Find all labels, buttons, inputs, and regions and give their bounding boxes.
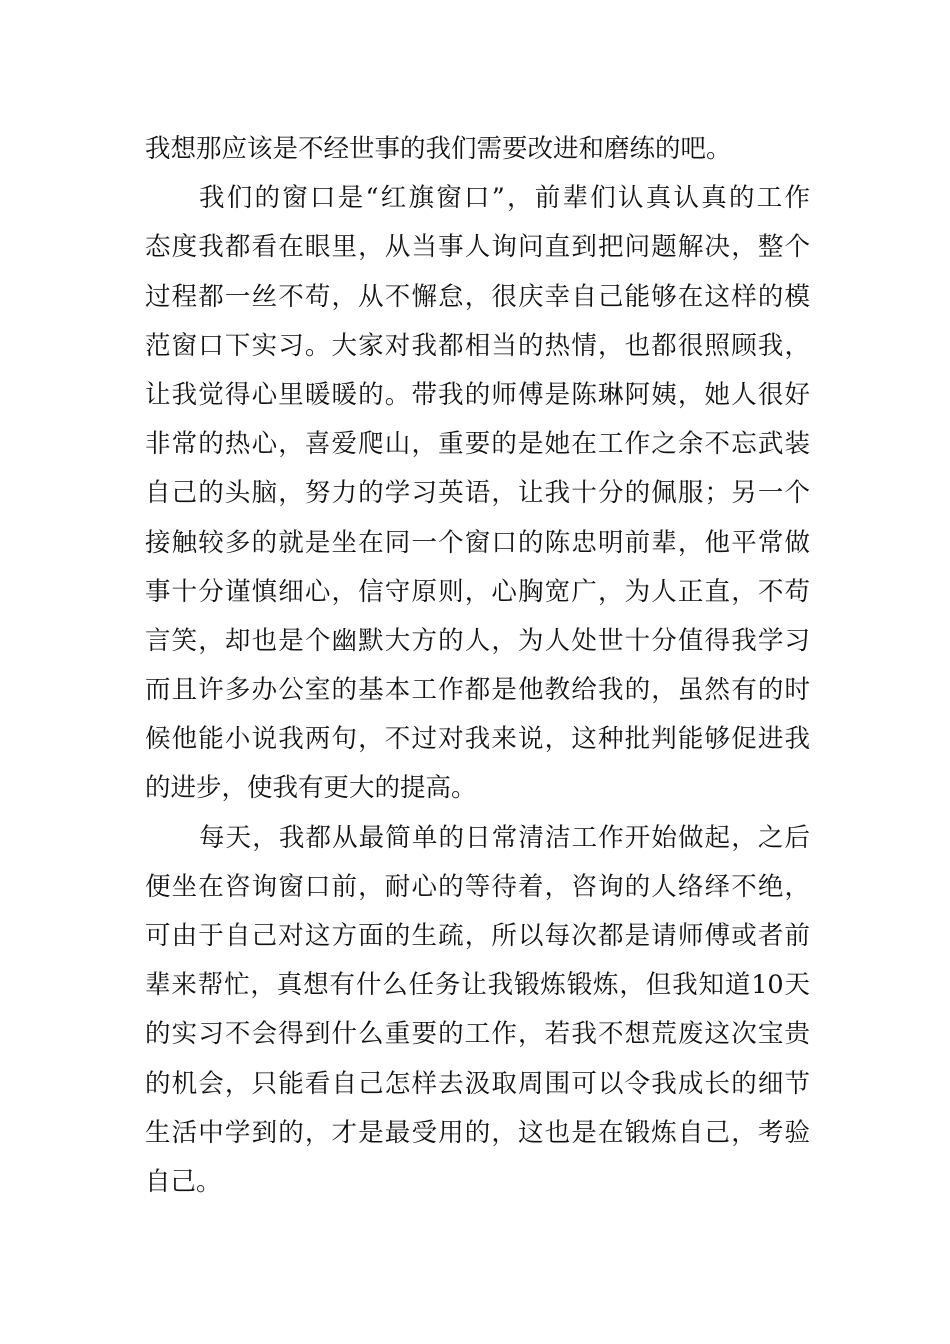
text-line: 自己。 xyxy=(145,1166,222,1197)
text-line: 事十分谨慎细心，信守原则，心胸宽广，为人正直，不苟 xyxy=(145,576,810,607)
text-line: 范窗口下实习。大家对我都相当的热情，也都很照顾我， xyxy=(145,330,810,361)
text-line: 生活中学到的，才是最受用的，这也是在锻炼自己，考验 xyxy=(145,1117,810,1148)
text-line: 而且许多办公室的基本工作都是他教给我的，虽然有的时 xyxy=(145,675,810,706)
paragraph xyxy=(145,814,810,1208)
text-line: 便坐在咨询窗口前，耐心的等待着，咨询的人络绎不绝， xyxy=(145,871,810,902)
text-line: 的实习不会得到什么重要的工作，若我不想荒废这次宝贵 xyxy=(145,1019,810,1050)
text-line: 过程都一丝不苟，从不懈怠，很庆幸自己能够在这样的模 xyxy=(145,281,810,312)
body-text xyxy=(145,125,810,1207)
text-line: 可由于自己对这方面的生疏，所以每次都是请师傅或者前 xyxy=(145,921,810,951)
paragraph xyxy=(145,125,810,174)
text-line: 接触较多的就是坐在同一个窗口的陈忠明前辈，他平常做 xyxy=(145,527,810,558)
text-line: 候他能小说我两句，不过对我来说，这种批判能够促进我 xyxy=(145,724,810,755)
paragraph xyxy=(145,174,810,813)
text-line: 的机会，只能看自己怎样去汲取周围可以令我成长的细节 xyxy=(145,1068,810,1099)
text-line: 我想那应该是不经世事的我们需要改进和磨练的吧。 xyxy=(145,134,732,164)
text-line: 我们的窗口是“红旗窗口”，前辈们认真认真的工作 xyxy=(199,183,810,214)
text-line: 让我觉得心里暖暖的。带我的师傅是陈琳阿姨，她人很好 xyxy=(145,379,810,410)
text-line: 辈来帮忙，真想有什么任务让我锻炼锻炼，但我知道10天 xyxy=(145,970,810,1001)
text-line: 的进步，使我有更大的提高。 xyxy=(145,773,477,804)
text-line: 非常的热心，喜爱爬山，重要的是她在工作之余不忘武装 xyxy=(145,429,810,460)
text-line: 言笑，却也是个幽默大方的人，为人处世十分值得我学习 xyxy=(145,625,810,656)
text-line: 态度我都看在眼里，从当事人询问直到把问题解决，整个 xyxy=(145,232,810,263)
text-line: 自己的头脑，努力的学习英语，让我十分的佩服；另一个 xyxy=(145,478,810,509)
text-line: 每天，我都从最简单的日常清洁工作开始做起，之后 xyxy=(199,822,810,853)
